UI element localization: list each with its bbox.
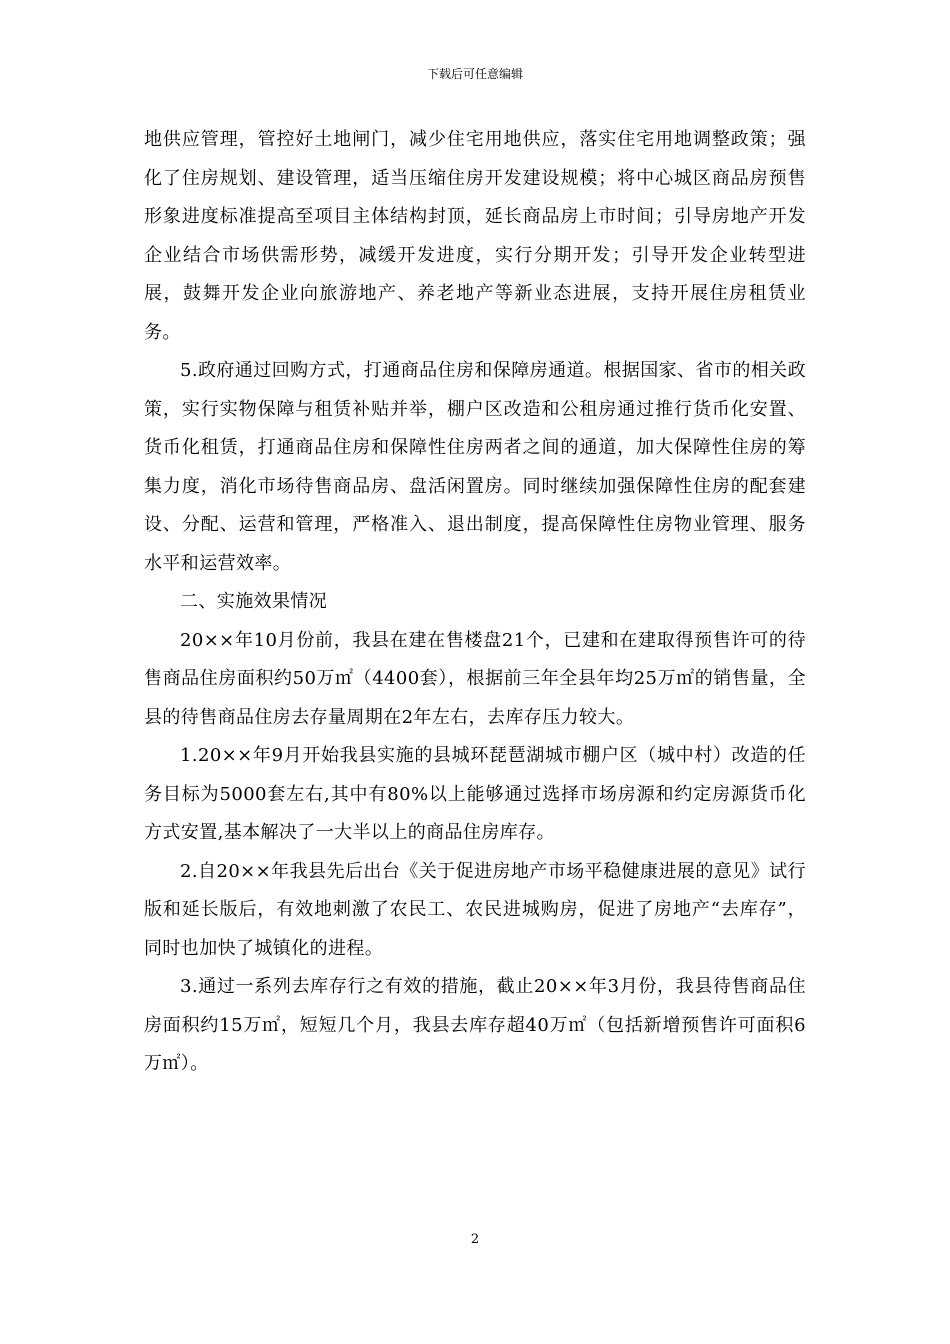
page-header: 下载后可任意编辑 <box>426 67 523 81</box>
document-body <box>144 121 806 1084</box>
paragraph-effect-3: 3.通过一系列去库存行之有效的措施，截止20××年3月份，我县待售商品住房面积约15万㎡，短短几个月，我县去库存超40万㎡（包括新增预售许可面积6万㎡）。 <box>144 976 806 1074</box>
paragraph-inventory-status: 20××年10月份前，我县在建在售楼盘21个，已建和在建取得预售许可的待售商品住房面积约50万㎡（4400套），根据前三年全县年均25万㎡的销售量，全县的待售商品住房去存量周期在2年左右，去库存压力较大。 <box>144 629 806 728</box>
page-number: 2 <box>470 1232 480 1247</box>
paragraph-land-supply: 地供应管理，管控好土地闸门，减少住宅用地供应，落实住宅用地调整政策；强化了住房规划、建设管理，适当压缩住房开发建设规模；将中心城区商品房预售形象进度标准提高至项目主体结构封顶，延长商品房上市时间；引导房地产开发企业结合市场供需形势，减缓开发进度，实行分期开发；引导开发企业转型进展，鼓舞开发企业向旅游地产、养老地产等新业态进展，支持开展住房租赁业务。 <box>144 129 806 343</box>
section-heading-implementation-effect: 二、实施效果情况 <box>180 591 328 612</box>
paragraph-government-buyback: 5.政府通过回购方式，打通商品住房和保障房通道。根据国家、省市的相关政策，实行实物保障与租赁补贴并举，棚户区改造和公租房通过推行货币化安置、货币化租赁，打通商品住房和保障性住房两者之间的通道，加大保障性住房的筹集力度，消化市场待售商品房、盘活闲置房。同时继续加强保障性住房的配套建设、分配、运营和管理，严格准入、退出制度，提高保障性住房物业管理、服务水平和运营效率。 <box>144 360 806 574</box>
paragraph-effect-1: 1.20××年9月开始我县实施的县城环琵琶湖城市棚户区（城中村）改造的任务目标为5000套左右,其中有80%以上能够通过选择市场房源和约定房源货币化方式安置,基本解决了一大半以上的商品住房库存。 <box>144 745 806 843</box>
paragraph-effect-2: 2.自20××年我县先后出台《关于促进房地产市场平稳健康进展的意见》试行版和延长版后，有效地刺激了农民工、农民进城购房，促进了房地产“去库存”，同时也加快了城镇化的进程。 <box>144 860 806 959</box>
